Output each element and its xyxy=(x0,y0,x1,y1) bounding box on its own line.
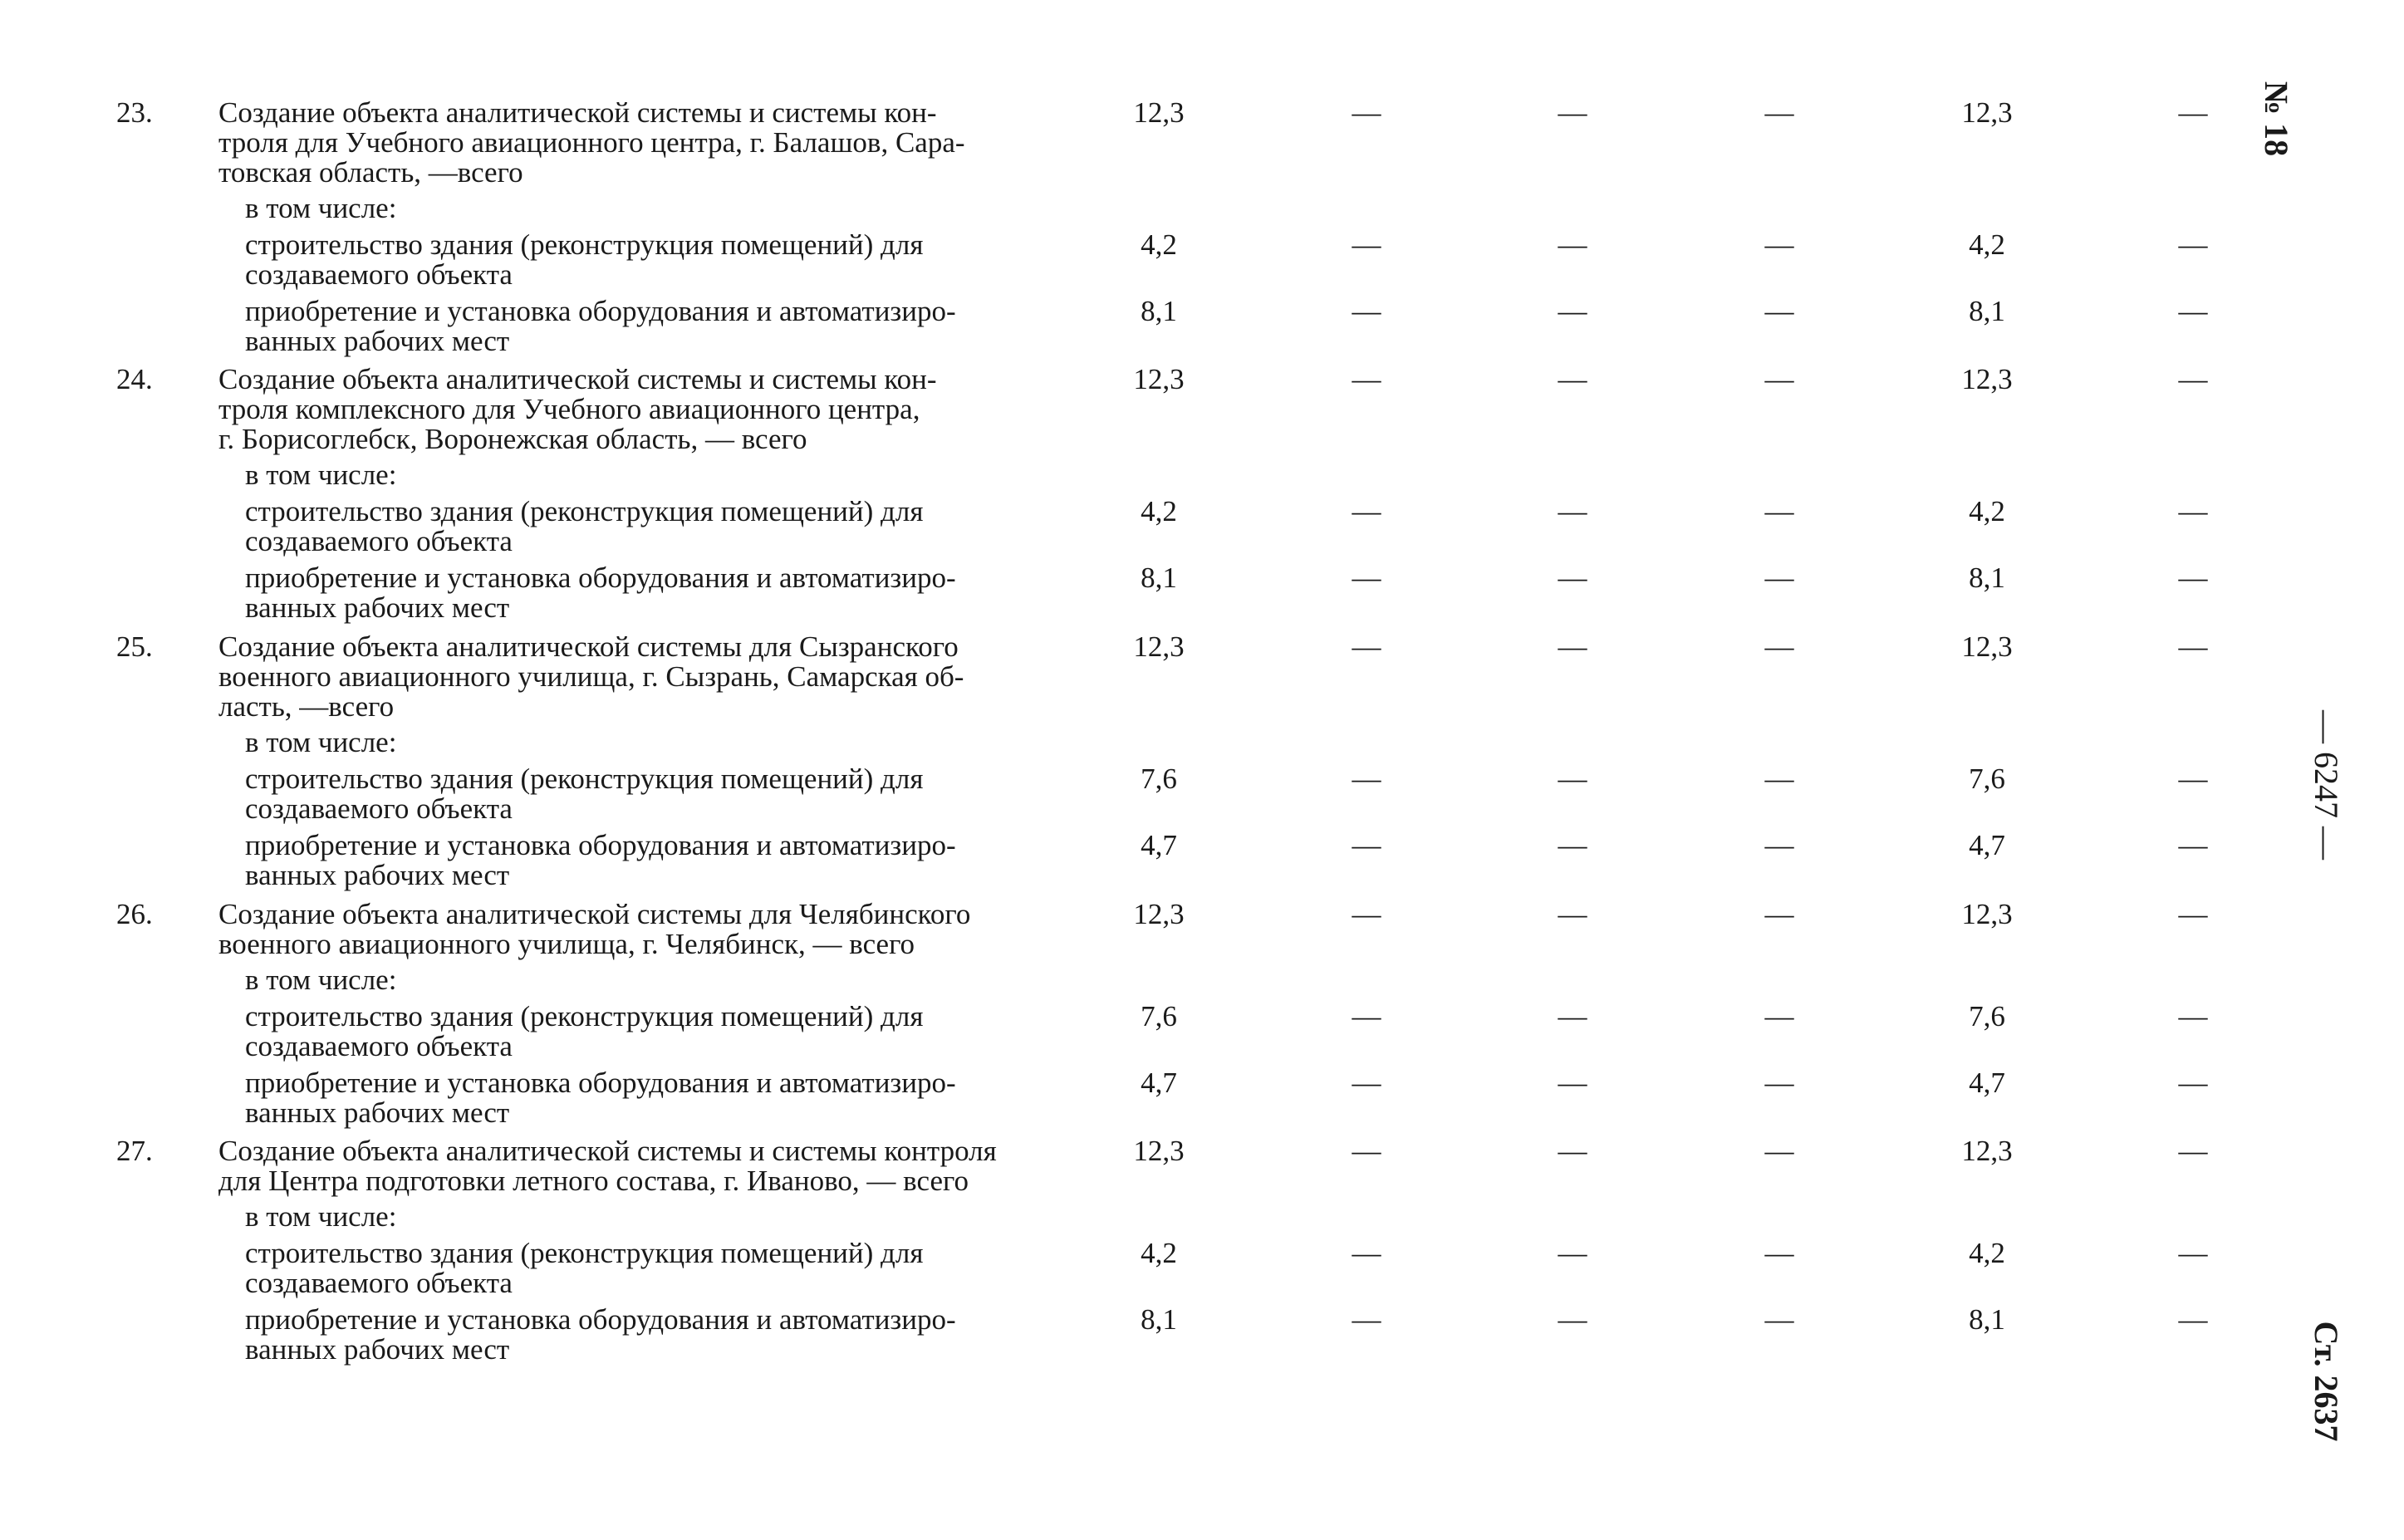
value-cell: — xyxy=(2178,363,2208,395)
row-description xyxy=(245,1002,1033,1062)
description-line: строительство здания (реконструкция помещений) для xyxy=(245,228,924,261)
value-cell: — xyxy=(2178,829,2208,861)
included-label: в том числе: xyxy=(245,964,397,996)
value-cell: — xyxy=(1352,495,1381,527)
value-cell: — xyxy=(1764,898,1794,930)
description-line: троля комплексного для Учебного авиационного центра, xyxy=(218,393,920,425)
row-description xyxy=(245,563,1033,623)
description-line: создаваемого объекта xyxy=(245,792,513,825)
value-cell: — xyxy=(1352,96,1381,129)
row-description xyxy=(245,764,1033,824)
row-description xyxy=(218,365,1033,454)
value-cell: 4,2 xyxy=(1969,1237,2005,1269)
description-line: создаваемого объекта xyxy=(245,1030,513,1062)
value-cell: — xyxy=(1558,1237,1587,1269)
value-cell: 8,1 xyxy=(1969,295,2005,327)
value-cell: — xyxy=(2178,495,2208,527)
value-cell: — xyxy=(1352,1303,1381,1336)
value-cell: 4,2 xyxy=(1141,495,1177,527)
description-line: приобретение и установка оборудования и автоматизиро- xyxy=(245,562,956,594)
value-cell: — xyxy=(1352,295,1381,327)
description-line: строительство здания (реконструкция помещений) для xyxy=(245,1000,924,1032)
value-cell: — xyxy=(2178,630,2208,663)
description-line: Создание объекта аналитической системы и системы контроля xyxy=(218,1135,997,1167)
value-cell: — xyxy=(1352,228,1381,261)
value-cell: — xyxy=(1764,295,1794,327)
row-number: 23. xyxy=(116,96,153,129)
value-cell: 4,2 xyxy=(1141,228,1177,261)
row-number: 24. xyxy=(116,363,153,395)
row-number: 26. xyxy=(116,898,153,930)
value-cell: — xyxy=(1558,898,1587,930)
description-line: строительство здания (реконструкция помещений) для xyxy=(245,763,924,795)
description-line: троля для Учебного авиационного центра, г. Балашов, Сара- xyxy=(218,126,965,159)
row-number: 27. xyxy=(116,1135,153,1167)
row-description xyxy=(245,497,1033,557)
value-cell: 12,3 xyxy=(1133,630,1185,663)
value-cell: — xyxy=(1764,363,1794,395)
value-cell: — xyxy=(1558,295,1587,327)
value-cell: — xyxy=(2178,898,2208,930)
value-cell: — xyxy=(2178,1000,2208,1032)
value-cell: — xyxy=(1352,562,1381,594)
description-line: для Центра подготовки летного состава, г. Иваново, — всего xyxy=(218,1165,969,1197)
value-cell: — xyxy=(1558,1000,1587,1032)
value-cell: 7,6 xyxy=(1141,763,1177,795)
value-cell: — xyxy=(2178,295,2208,327)
value-cell: 8,1 xyxy=(1969,562,2005,594)
description-line: ласть, —всего xyxy=(218,690,395,723)
value-cell: — xyxy=(1764,1067,1794,1099)
value-cell: — xyxy=(1352,1237,1381,1269)
value-cell: — xyxy=(2178,562,2208,594)
description-line: ванных рабочих мест xyxy=(245,591,510,624)
value-cell: 12,3 xyxy=(1961,96,2013,129)
value-cell: — xyxy=(1558,630,1587,663)
description-line: Создание объекта аналитической системы и системы кон- xyxy=(218,96,937,129)
value-cell: — xyxy=(1558,562,1587,594)
included-label: в том числе: xyxy=(245,1200,397,1233)
value-cell: — xyxy=(1352,829,1381,861)
description-line: Создание объекта аналитической системы для Сызранского xyxy=(218,630,959,663)
description-line: строительство здания (реконструкция помещений) для xyxy=(245,1237,924,1269)
description-line: военного авиационного училища, г. Сызрань, Самарская об- xyxy=(218,660,964,693)
value-cell: — xyxy=(2178,228,2208,261)
value-cell: 8,1 xyxy=(1141,562,1177,594)
value-cell: — xyxy=(1764,763,1794,795)
row-description xyxy=(245,1238,1033,1298)
value-cell: 12,3 xyxy=(1961,363,2013,395)
value-cell: 4,2 xyxy=(1969,228,2005,261)
description-line: ванных рабочих мест xyxy=(245,859,510,891)
value-cell: — xyxy=(1558,495,1587,527)
value-cell: — xyxy=(2178,96,2208,129)
value-cell: — xyxy=(1764,829,1794,861)
value-cell: — xyxy=(1352,763,1381,795)
value-cell: — xyxy=(2178,1067,2208,1099)
value-cell: — xyxy=(1764,630,1794,663)
value-cell: 12,3 xyxy=(1961,898,2013,930)
row-description xyxy=(218,98,1033,188)
value-cell: — xyxy=(1764,1303,1794,1336)
value-cell: 7,6 xyxy=(1969,1000,2005,1032)
value-cell: — xyxy=(1352,1067,1381,1099)
description-line: создаваемого объекта xyxy=(245,258,513,291)
description-line: г. Борисоглебск, Воронежская область, — всего xyxy=(218,423,807,455)
value-cell: — xyxy=(1352,363,1381,395)
value-cell: 12,3 xyxy=(1961,630,2013,663)
value-cell: 8,1 xyxy=(1141,1303,1177,1336)
value-cell: — xyxy=(1558,1135,1587,1167)
value-cell: 4,7 xyxy=(1141,1067,1177,1099)
value-cell: — xyxy=(1764,562,1794,594)
value-cell: — xyxy=(1558,1067,1587,1099)
value-cell: 4,7 xyxy=(1969,829,2005,861)
value-cell: 4,7 xyxy=(1141,829,1177,861)
value-cell: 12,3 xyxy=(1133,96,1185,129)
description-line: приобретение и установка оборудования и автоматизиро- xyxy=(245,1067,956,1099)
value-cell: — xyxy=(2178,1303,2208,1336)
value-cell: — xyxy=(1764,495,1794,527)
description-line: строительство здания (реконструкция помещений) для xyxy=(245,495,924,527)
value-cell: — xyxy=(1558,363,1587,395)
row-description xyxy=(245,297,1033,356)
value-cell: — xyxy=(1352,630,1381,663)
value-cell: — xyxy=(1558,763,1587,795)
description-line: приобретение и установка оборудования и автоматизиро- xyxy=(245,829,956,861)
value-cell: — xyxy=(1352,898,1381,930)
value-cell: 12,3 xyxy=(1133,363,1185,395)
description-line: приобретение и установка оборудования и автоматизиро- xyxy=(245,1303,956,1336)
value-cell: — xyxy=(1558,96,1587,129)
value-cell: — xyxy=(1352,1000,1381,1032)
value-cell: — xyxy=(1764,1000,1794,1032)
value-cell: 12,3 xyxy=(1133,1135,1185,1167)
value-cell: — xyxy=(1764,96,1794,129)
value-cell: 7,6 xyxy=(1969,763,2005,795)
row-description xyxy=(245,831,1033,890)
page-number: — 6247 — xyxy=(2308,710,2345,860)
row-number: 25. xyxy=(116,630,153,663)
included-label: в том числе: xyxy=(245,726,397,758)
value-cell: — xyxy=(1352,1135,1381,1167)
issue-number: № 18 xyxy=(2258,81,2295,157)
description-line: товская область, —всего xyxy=(218,156,523,189)
row-description xyxy=(218,900,1033,959)
value-cell: — xyxy=(1764,1135,1794,1167)
description-line: приобретение и установка оборудования и автоматизиро- xyxy=(245,295,956,327)
description-line: ванных рабочих мест xyxy=(245,325,510,357)
row-description xyxy=(245,1305,1033,1365)
value-cell: — xyxy=(1558,228,1587,261)
value-cell: 4,2 xyxy=(1969,495,2005,527)
value-cell: — xyxy=(1558,1303,1587,1336)
description-line: создаваемого объекта xyxy=(245,1267,513,1299)
value-cell: 12,3 xyxy=(1133,898,1185,930)
included-label: в том числе: xyxy=(245,459,397,491)
value-cell: 4,2 xyxy=(1141,1237,1177,1269)
value-cell: 4,7 xyxy=(1969,1067,2005,1099)
description-line: ванных рабочих мест xyxy=(245,1333,510,1366)
article-number: Ст. 2637 xyxy=(2308,1321,2345,1442)
value-cell: — xyxy=(1764,1237,1794,1269)
row-description xyxy=(218,632,1033,722)
value-cell: — xyxy=(1764,228,1794,261)
value-cell: 7,6 xyxy=(1141,1000,1177,1032)
value-cell: 8,1 xyxy=(1141,295,1177,327)
value-cell: — xyxy=(2178,1135,2208,1167)
row-description xyxy=(245,230,1033,290)
value-cell: 12,3 xyxy=(1961,1135,2013,1167)
value-cell: — xyxy=(2178,1237,2208,1269)
value-cell: — xyxy=(1558,829,1587,861)
description-line: Создание объекта аналитической системы для Челябинского xyxy=(218,898,971,930)
description-line: военного авиационного училища, г. Челябинск, — всего xyxy=(218,928,915,960)
included-label: в том числе: xyxy=(245,192,397,224)
description-line: Создание объекта аналитической системы и системы кон- xyxy=(218,363,937,395)
value-cell: 8,1 xyxy=(1969,1303,2005,1336)
row-description xyxy=(218,1136,1033,1196)
value-cell: — xyxy=(2178,763,2208,795)
description-line: ванных рабочих мест xyxy=(245,1096,510,1129)
row-description xyxy=(245,1068,1033,1128)
description-line: создаваемого объекта xyxy=(245,525,513,557)
